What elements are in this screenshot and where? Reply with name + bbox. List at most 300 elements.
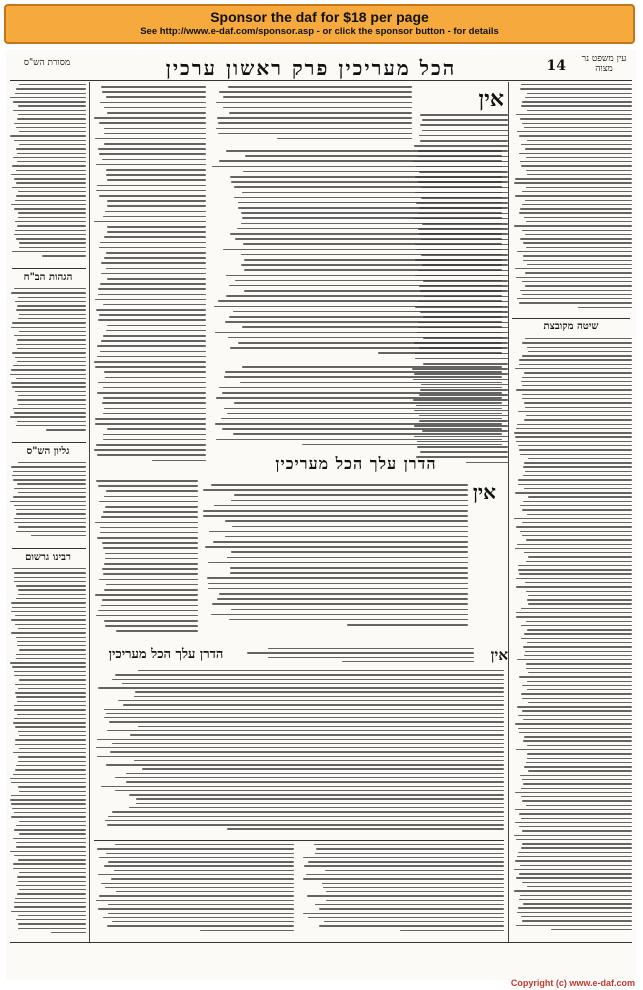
text-line [14,123,86,124]
text-line [104,257,206,259]
text-line [522,281,633,282]
text-line [205,546,468,548]
text-line [10,97,86,98]
text-line [420,114,508,116]
text-line [515,723,632,724]
text-line [97,392,206,394]
text-line [524,633,632,634]
text-line [242,217,502,219]
text-line [527,642,632,643]
text-line [106,330,206,332]
text-line [234,186,502,188]
text-line [95,299,206,301]
text-line [16,513,86,514]
text-line [31,535,87,536]
text-line [515,822,632,823]
text-line [115,790,504,791]
text-line [102,542,198,544]
text-line [520,531,632,532]
text-line [527,93,632,94]
text-line [516,441,632,442]
text-line [526,663,632,664]
text-line [11,795,86,796]
text-line [523,475,632,476]
text-line [241,264,502,266]
text-line [14,675,86,676]
text-line [234,197,502,199]
text-line [525,97,632,98]
text-line [211,484,468,486]
text-line [520,208,632,209]
text-line [522,710,632,711]
text-line [11,327,86,328]
text-line [229,285,502,287]
text-line [16,637,86,638]
text-line [104,589,198,591]
text-line [14,505,86,506]
text-line [522,398,632,399]
text-line [241,254,502,256]
text-line [523,719,632,720]
text-line [18,594,86,595]
text-line [12,607,86,608]
rabbeinu-gershom-column [10,568,86,938]
text-line [277,138,412,140]
text-line [19,131,86,132]
text-line [516,586,632,587]
text-line [218,122,412,124]
text-line [215,332,502,334]
text-line [107,205,206,207]
text-line [223,107,412,109]
text-line [13,110,86,111]
text-line [247,652,474,653]
shita-mekubetzet-title: שיטה מקובצת [543,321,599,332]
text-line [103,573,198,575]
text-line [207,577,468,579]
text-line [519,899,632,900]
text-line [303,857,504,858]
text-line [118,700,504,701]
text-line [100,527,198,529]
text-line [242,366,502,368]
text-line [231,181,502,183]
text-line [307,895,504,896]
text-line [101,516,198,518]
text-line [237,228,502,230]
footnotes-right [302,844,504,936]
text-line [268,657,474,658]
text-line [228,86,412,88]
text-line [516,749,632,750]
text-line [527,264,632,265]
gemara-opening-word: אין [478,86,504,112]
text-line [14,902,86,903]
text-line [97,345,206,347]
text-line [517,912,632,913]
text-line [216,128,412,130]
text-line [18,786,86,787]
text-line [315,904,504,905]
text-line [523,783,632,784]
text-line [19,247,86,248]
text-line [101,86,206,88]
text-line [115,674,504,675]
text-line [18,526,86,527]
text-line [228,337,502,339]
text-line [15,898,86,899]
text-line [17,153,86,154]
text-line [130,734,504,735]
text-line [319,925,504,926]
text-line [115,777,504,778]
text-line [112,921,294,922]
text-line [14,335,86,336]
text-line [525,338,632,339]
text-line [519,364,632,365]
copyright-notice[interactable]: Copyright (c) www.e-daf.com [510,978,635,988]
text-line [12,386,86,387]
text-line [17,876,86,877]
text-line [519,212,632,213]
text-line [520,775,632,776]
rabbeinu-rule [12,548,86,549]
text-line [244,269,502,271]
text-line [16,127,86,128]
text-line [103,397,206,399]
text-line [15,692,86,693]
text-line [227,828,504,829]
text-line [104,371,206,373]
text-line [516,925,632,926]
text-line [519,813,632,814]
hagahot-rule [12,268,86,269]
text-line [17,399,86,400]
text-line [103,304,206,306]
text-line [516,277,632,278]
gilyon-hashas-title: גליון הש"ס [26,446,70,457]
text-line [103,434,206,436]
text-line [520,118,632,119]
text-line [324,921,504,922]
text-line [14,829,86,830]
text-line [16,344,86,345]
text-line [98,294,206,296]
mishnah-chapter-two [202,484,468,634]
text-line [95,594,198,596]
text-line [211,614,468,616]
text-line [12,352,86,353]
text-line [219,160,502,162]
text-line [152,460,206,462]
text-line [515,178,632,179]
text-line [528,595,632,596]
text-line [222,392,502,394]
rabbeinu-gershom-title: רבינו גרשום [25,552,71,563]
text-line [11,602,86,603]
text-line [227,413,502,415]
text-line [242,326,502,328]
text-line [14,178,86,179]
text-line [517,131,632,132]
text-line [520,238,632,239]
text-line [100,351,206,353]
text-line [100,242,206,244]
text-line [13,722,86,723]
text-line [106,853,294,854]
text-line [10,851,86,852]
text-line [100,283,206,285]
text-line [526,561,632,562]
text-line [142,768,504,769]
sponsor-banner[interactable] [4,4,635,44]
text-line [229,316,502,318]
text-line [243,243,502,245]
text-line [14,709,86,710]
text-line [519,676,632,677]
text-line [14,906,86,907]
text-line [19,748,86,749]
text-line [17,305,86,306]
mesoret-hashas-column [10,84,86,264]
text-line [521,144,632,145]
text-line [13,863,86,864]
text-line [234,494,468,496]
text-line [316,848,504,849]
text-line [94,361,206,363]
text-line [16,148,86,149]
text-line [514,182,632,183]
text-line [16,846,86,847]
text-line [518,484,632,485]
text-line [212,603,468,605]
text-line [528,702,632,703]
text-line [528,770,632,771]
text-line [522,920,632,921]
text-line [104,496,198,498]
text-line [522,843,632,844]
text-line [105,887,294,888]
text-line [522,204,632,205]
text-line [112,743,504,744]
text-line [19,735,86,736]
text-line [304,865,504,866]
text-line [94,221,206,223]
text-line [528,672,632,673]
text-line [12,568,86,569]
text-line [17,893,86,894]
text-line [16,425,86,426]
text-line [517,544,632,545]
text-line [325,870,504,871]
text-line [104,620,198,622]
text-line [103,547,198,549]
text-line [19,242,86,243]
text-line [16,696,86,697]
text-line [99,195,206,197]
text-line [13,157,86,158]
text-line [16,598,86,599]
text-line [526,762,632,763]
text-line [238,202,502,204]
text-line [104,236,206,238]
text-line [14,208,86,209]
text-line [42,255,86,256]
text-line [527,681,632,682]
text-line [12,187,86,188]
text-line [16,885,86,886]
text-line [17,348,86,349]
text-line [115,844,294,845]
text-line [108,904,294,905]
text-line [306,874,504,875]
text-line [107,428,206,430]
text-line [104,865,294,866]
text-line [423,363,508,365]
text-line [105,820,504,821]
text-line [527,758,632,759]
text-line [527,689,632,690]
text-line [522,509,632,510]
sponsor-banner-link[interactable]: See http://www.e-daf.com/sponsor.asp - or click the sponsor button - for details [140,26,499,37]
text-line [526,170,632,171]
text-line [515,860,632,861]
text-line [104,408,206,410]
text-line [522,230,632,231]
text-line [225,536,468,538]
text-line [517,251,632,252]
text-line [14,288,86,289]
text-line [235,238,502,240]
text-line [517,659,632,660]
text-line [241,223,502,225]
text-line [14,572,86,573]
text-line [527,753,632,754]
text-line [15,301,86,302]
text-line [14,140,86,141]
text-line [19,889,86,890]
text-line [527,599,632,600]
tosafot-column-middle [94,480,198,640]
text-line [522,123,632,124]
text-line [107,231,206,233]
text-line [16,378,86,379]
text-line [10,416,86,417]
text-line [523,740,632,741]
text-line [528,496,632,497]
text-line [525,148,632,149]
text-line [13,479,86,480]
text-line [518,569,632,570]
text-line [15,200,86,201]
text-line [111,878,294,879]
text-line [422,130,508,132]
text-line [98,874,294,875]
sponsor-banner-title[interactable]: Sponsor the daf for $18 per page [210,9,429,25]
text-line [96,900,294,901]
text-line [17,645,86,646]
text-line [101,340,206,342]
text-line [107,200,206,202]
text-line [526,621,632,622]
text-line [515,368,632,369]
text-line [98,382,206,384]
text-line [524,766,632,767]
text-line [521,788,632,789]
text-line [268,648,474,649]
text-line [230,176,502,178]
text-line [101,786,504,787]
text-line [516,616,632,617]
text-line [526,805,632,806]
text-line [103,387,206,389]
text-line [519,449,632,450]
text-line [517,856,632,857]
text-line [524,127,632,128]
chapter-end-title: הדרן עלך הכל מעריכין [275,454,437,473]
text-line [219,91,412,93]
text-line [520,865,632,866]
text-line [208,588,468,590]
text-line [14,671,86,672]
text-line [224,408,502,410]
text-line [525,407,632,408]
text-line [231,609,468,611]
text-line [106,174,206,176]
text-line [108,861,294,862]
text-line [18,395,86,396]
text-line [525,651,632,652]
text-line [104,709,504,710]
text-line [15,615,86,616]
text-line [18,688,86,689]
text-line [422,119,508,121]
text-line [18,761,86,762]
text-line [519,135,632,136]
text-line [18,756,86,757]
text-line [110,751,504,752]
text-line [13,101,86,102]
gilyon-column [10,462,86,542]
text-line [522,294,632,295]
text-line [14,855,86,856]
text-line [400,930,504,931]
text-line [347,624,468,626]
text-line [104,143,206,145]
text-line [11,911,86,912]
text-line [10,778,86,779]
text-line [518,479,632,480]
gemara-header-band [212,86,412,146]
text-line [13,774,86,775]
text-line [203,489,468,491]
text-line [51,932,86,933]
text-line [219,387,502,389]
text-line [10,135,86,136]
text-line [13,752,86,753]
text-line [216,102,412,104]
text-line [18,191,87,192]
text-line [522,830,632,831]
text-line [241,212,502,214]
text-line [99,314,207,316]
text-line [96,164,206,166]
text-line [213,541,468,543]
text-line [378,352,502,354]
text-line [519,826,632,827]
text-line [225,520,468,522]
text-line [99,579,198,581]
